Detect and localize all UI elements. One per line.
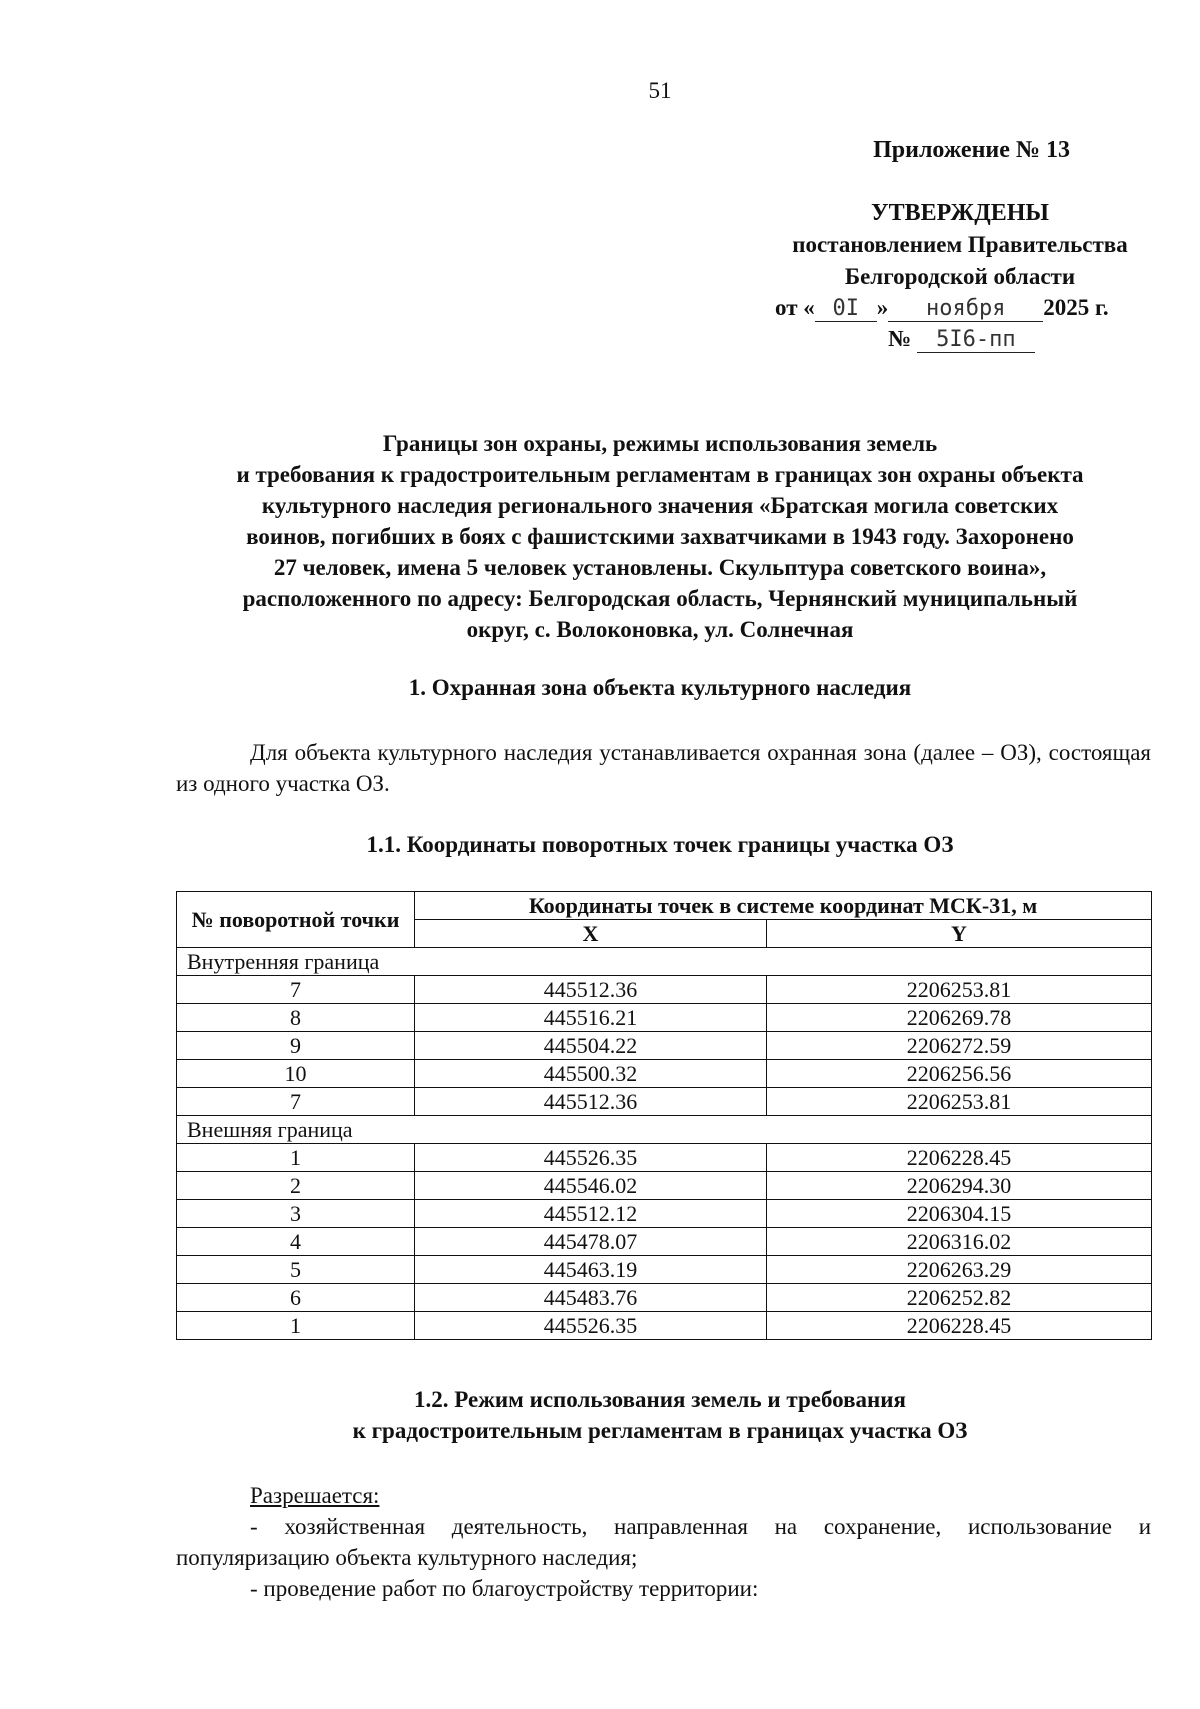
- table-row: [177, 1004, 1152, 1032]
- title-line: 27 человек, имена 5 человек установлены. Скульптура советского воина»,: [273, 555, 1047, 580]
- x-cell: 445526.35: [415, 1312, 767, 1340]
- appendix-label: Приложение № 13: [873, 137, 1070, 163]
- section-1-paragraph: Для объекта культурного наследия устанавливается охранная зона (далее – ОЗ), состоящая из одного участка ОЗ.: [176, 740, 1151, 796]
- table-row: [177, 1256, 1152, 1284]
- y-cell: 2206253.81: [767, 976, 1152, 1004]
- section-1-heading: 1. Охранная зона объекта культурного наследия: [408, 675, 912, 700]
- page-number: 51: [648, 78, 672, 103]
- date-month: ноября: [888, 297, 1043, 322]
- point-cell: 2: [177, 1172, 415, 1200]
- allowed-label: Разрешается:: [250, 1483, 380, 1508]
- table-row: [177, 1172, 1152, 1200]
- section-1-1-heading: 1.1. Координаты поворотных точек границы участка ОЗ: [366, 832, 954, 857]
- allowed-item-2: - проведение работ по благоустройству территории:: [250, 1576, 759, 1601]
- x-cell: 445483.76: [415, 1284, 767, 1312]
- allowed-label-row: [176, 1480, 1151, 1511]
- title-line: округ, с. Волоконовка, ул. Солнечная: [466, 617, 854, 642]
- header-x: X: [415, 920, 767, 948]
- x-cell: 445478.07: [415, 1228, 767, 1256]
- y-cell: 2206253.81: [767, 1088, 1152, 1116]
- table-row: [177, 1060, 1152, 1088]
- section-1-2-heading-line-2: к градостроительным регламентам в границах участка ОЗ: [352, 1418, 968, 1443]
- point-cell: 1: [177, 1144, 415, 1172]
- x-cell: 445512.36: [415, 1088, 767, 1116]
- title-line: воинов, погибших в боях с фашистскими захватчиками в 1943 году. Захоронено: [246, 524, 1074, 549]
- table-row: [177, 1032, 1152, 1060]
- date-mid: »: [876, 295, 889, 320]
- table-row: [177, 1200, 1152, 1228]
- point-cell: 7: [177, 1088, 415, 1116]
- x-cell: 445500.32: [415, 1060, 767, 1088]
- title-line: расположенного по адресу: Белгородская область, Чернянский муниципальный: [242, 586, 1078, 611]
- point-cell: 1: [177, 1312, 415, 1340]
- y-cell: 2206256.56: [767, 1060, 1152, 1088]
- x-cell: 445512.12: [415, 1200, 767, 1228]
- coordinates-table: [176, 891, 1152, 1340]
- table-row: [177, 1284, 1152, 1312]
- y-cell: 2206272.59: [767, 1032, 1152, 1060]
- section-1-2-heading: [160, 1384, 1160, 1446]
- title-line: и требования к градостроительным регламентам в границах зон охраны объекта: [236, 462, 1084, 487]
- x-cell: 445516.21: [415, 1004, 767, 1032]
- y-cell: 2206269.78: [767, 1004, 1152, 1032]
- y-cell: 2206294.30: [767, 1172, 1152, 1200]
- y-cell: 2206316.02: [767, 1228, 1152, 1256]
- header-coordinates: Координаты точек в системе координат МСК-31, м: [415, 892, 1152, 920]
- title-line: Границы зон охраны, режимы использования земель: [382, 431, 938, 456]
- number-value: 5I6-пп: [917, 328, 1035, 353]
- header-y: Y: [767, 920, 1152, 948]
- document-title: [160, 428, 1160, 645]
- table-row: [177, 1144, 1152, 1172]
- section-1-2-heading-line-1: 1.2. Режим использования земель и требования: [414, 1387, 906, 1412]
- approval-line-1: постановлением Правительства: [792, 232, 1128, 257]
- number-prefix: №: [888, 326, 912, 351]
- allowed-item-1: - хозяйственная деятельность, направленная на сохранение, использование и популяризацию объекта культурного наследия;: [176, 1514, 1151, 1570]
- approval-number: [888, 323, 1035, 355]
- point-cell: 6: [177, 1284, 415, 1312]
- x-cell: 445504.22: [415, 1032, 767, 1060]
- approved-heading: УТВЕРЖДЕНЫ: [871, 200, 1049, 226]
- date-year: 2025 г.: [1043, 295, 1109, 320]
- y-cell: 2206304.15: [767, 1200, 1152, 1228]
- y-cell: 2206263.29: [767, 1256, 1152, 1284]
- x-cell: 445463.19: [415, 1256, 767, 1284]
- date-prefix: от «: [775, 295, 815, 320]
- y-cell: 2206228.45: [767, 1312, 1152, 1340]
- date-day: 0I: [815, 297, 877, 322]
- x-cell: 445512.36: [415, 976, 767, 1004]
- inner-boundary-label: Внутренняя граница: [177, 948, 1152, 976]
- table-row: [177, 1312, 1152, 1340]
- y-cell: 2206228.45: [767, 1144, 1152, 1172]
- point-cell: 4: [177, 1228, 415, 1256]
- point-cell: 8: [177, 1004, 415, 1032]
- x-cell: 445546.02: [415, 1172, 767, 1200]
- approval-date: [775, 292, 1109, 324]
- approval-stamp: [760, 197, 1160, 293]
- point-cell: 10: [177, 1060, 415, 1088]
- table-row: [177, 1088, 1152, 1116]
- point-cell: 3: [177, 1200, 415, 1228]
- y-cell: 2206252.82: [767, 1284, 1152, 1312]
- point-cell: 7: [177, 976, 415, 1004]
- approval-line-2: Белгородской области: [844, 264, 1076, 289]
- point-cell: 5: [177, 1256, 415, 1284]
- outer-boundary-label: Внешняя граница: [177, 1116, 1152, 1144]
- header-point-number: № поворотной точки: [177, 892, 415, 948]
- x-cell: 445526.35: [415, 1144, 767, 1172]
- table-row: [177, 1228, 1152, 1256]
- table-row: [177, 976, 1152, 1004]
- title-line: культурного наследия регионального значения «Братская могила советских: [261, 493, 1059, 518]
- point-cell: 9: [177, 1032, 415, 1060]
